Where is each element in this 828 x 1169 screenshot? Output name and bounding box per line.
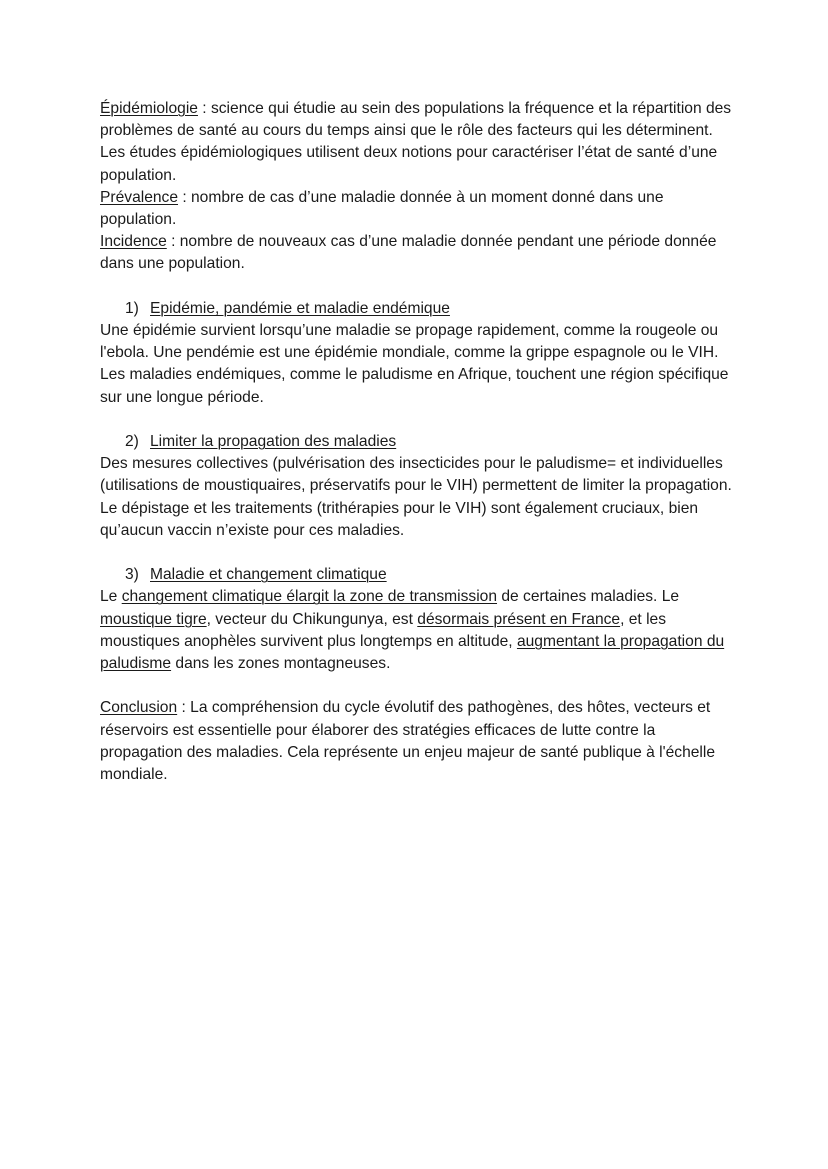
- malaria-spread-highlight: augmentant la propagation du paludisme: [100, 632, 725, 673]
- conclusion-paragraph: [100, 697, 740, 786]
- section-3-title: Maladie et changement climatique: [150, 566, 387, 584]
- prevalence-term: Prévalence: [100, 188, 179, 206]
- section-1-body: Une épidémie survient lorsqu’une maladie se propage rapidement, comme la rougeole ou l'ebola. Une pendémie est une épidémie mondiale, comme la grippe espagnole ou le VIH. Les maladies endémiques, comme le paludisme en Afrique, touchent une région spécifique sur une longue période.: [100, 322, 729, 406]
- section-2-body: Des mesures collectives (pulvérisation des insecticides pour le paludisme= et individuelles (utilisations de moustiquaires, préservatifs pour le VIH) permettent de limiter la propagation. Le dépistage et les traitements (trithérapies pour le VIH) sont également cruciaux, bien qu’aucun vaccin n’existe pour ces maladies.: [100, 455, 732, 539]
- document-page: [100, 98, 740, 786]
- section-3-text: , vecteur du Chikungunya, est: [206, 610, 418, 628]
- incidence-text: : nombre de nouveaux cas d’une maladie donnée pendant une période donnée dans une population.: [100, 233, 717, 273]
- incidence-term: Incidence: [100, 233, 167, 251]
- epidemiologie-text: : science qui étudie au sein des populations la fréquence et la répartition des problèmes de santé au cours du temps ainsi que le rôle des facteurs qui les déterminent.: [100, 100, 732, 140]
- spacer: [100, 675, 740, 697]
- epidemiologie-term: Épidémiologie: [100, 100, 198, 117]
- section-3-text: Le: [100, 588, 122, 606]
- prevalence-definition: [100, 187, 740, 231]
- prevalence-text: : nombre de cas d’une maladie donnée à un moment donné dans une population.: [100, 188, 664, 229]
- studies-paragraph: Les études épidémiologiques utilisent deux notions pour caractériser l’état de santé d’une population.: [100, 144, 718, 184]
- section-2-title: Limiter la propagation des maladies: [150, 433, 397, 451]
- section-3-number: 3): [125, 566, 139, 584]
- present-in-france-highlight: désormais présent en France: [417, 610, 621, 628]
- spacer: [100, 542, 740, 564]
- section-3-text: de certaines maladies. Le: [497, 588, 680, 606]
- section-1-title: Epidémie, pandémie et maladie endémique: [150, 299, 450, 317]
- incidence-definition: [100, 231, 740, 275]
- section-2-heading: [125, 431, 740, 453]
- section-1-heading: [125, 298, 740, 320]
- spacer: [100, 276, 740, 298]
- epidemiologie-definition: [100, 98, 740, 142]
- section-1-number: 1): [125, 299, 139, 317]
- section-2-number: 2): [125, 433, 139, 451]
- conclusion-term: Conclusion: [100, 699, 178, 717]
- tiger-mosquito-highlight: moustique tigre: [100, 610, 207, 628]
- section-3-text: , et les moustiques anophèles survivent plus longtemps en altitude,: [100, 610, 667, 650]
- spacer: [100, 409, 740, 431]
- section-3-text: dans les zones montagneuses.: [171, 655, 391, 673]
- section-3-body: [100, 586, 740, 675]
- section-3-heading: [125, 564, 740, 586]
- conclusion-text: : La compréhension du cycle évolutif des pathogènes, des hôtes, vecteurs et réservoirs est essentielle pour élaborer des stratégies efficaces de lutte contre la propagation des maladies. Cela représente un enjeu majeur de santé publique à l'échelle mondiale.: [100, 699, 716, 784]
- climate-change-highlight: changement climatique élargit la zone de transmission: [121, 588, 498, 606]
